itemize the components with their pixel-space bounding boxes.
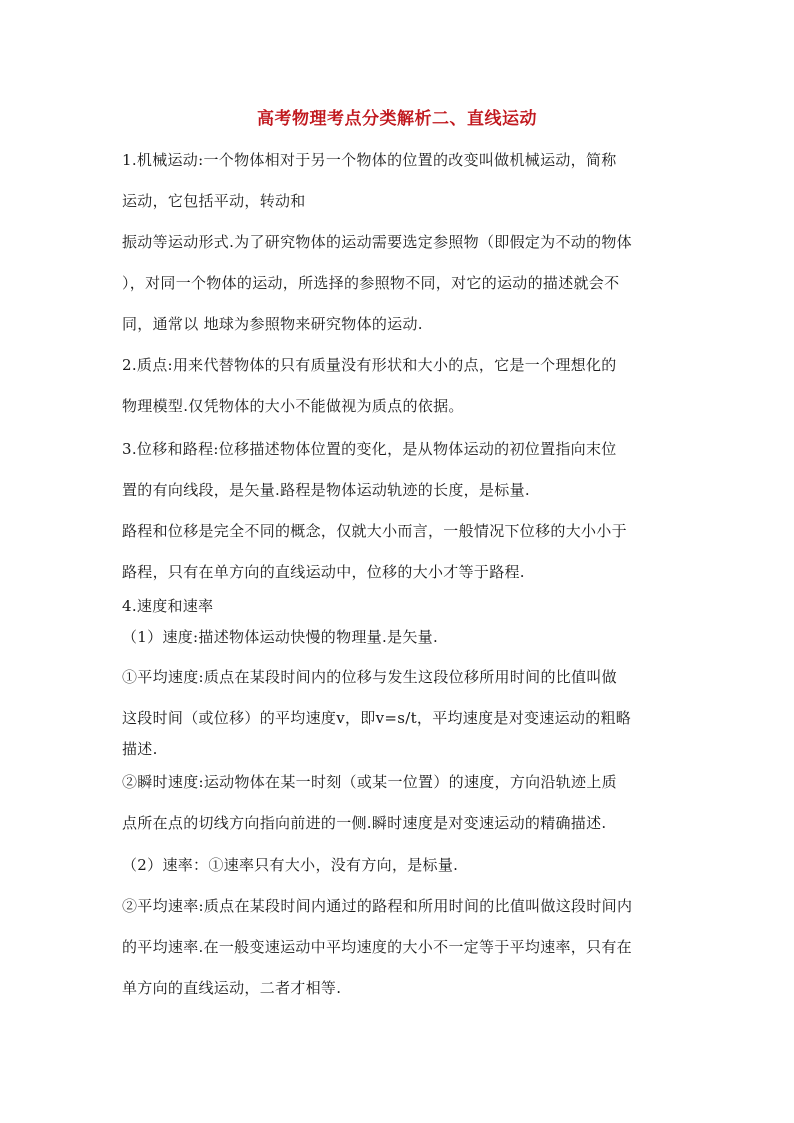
- paragraph-line: 的平均速率.在一般变速运动中平均速度的大小不一定等于平均速率，只有在: [122, 938, 632, 956]
- paragraph-line: 描述.: [122, 740, 158, 758]
- paragraph-line: 2.质点:用来代替物体的只有质量没有形状和大小的点，它是一个理想化的: [122, 356, 617, 374]
- paragraph-line: ②瞬时速度:运动物体在某一时刻（或某一位置）的速度，方向沿轨迹上质: [122, 773, 617, 791]
- paragraph-line: 单方向的直线运动，二者才相等.: [122, 979, 342, 997]
- paragraph-line: ），对同一个物体的运动，所选择的参照物不同，对它的运动的描述就会不: [122, 274, 620, 292]
- paragraph-line: 振动等运动形式.为了研究物体的运动需要选定参照物（即假定为不动的物体: [122, 233, 632, 251]
- paragraph-line: 物理模型.仅凭物体的大小不能做视为质点的依据。: [122, 397, 464, 415]
- paragraph-line: 点所在点的切线方向指向前进的一侧.瞬时速度是对变速运动的精确描述.: [122, 814, 607, 832]
- paragraph-line: 路程，只有在单方向的直线运动中，位移的大小才等于路程.: [122, 563, 525, 581]
- paragraph-line: （1）速度:描述物体运动快慢的物理量.是矢量.: [122, 628, 439, 646]
- paragraph-line: 4.速度和速率: [122, 597, 214, 615]
- paragraph-line: 路程和位移是完全不同的概念，仅就大小而言，一般情况下位移的大小小于: [122, 522, 627, 540]
- paragraph-line: ②平均速率:质点在某段时间内通过的路程和所用时间的比值叫做这段时间内: [122, 897, 633, 915]
- paragraph-line: 置的有向线段，是矢量.路程是物体运动轨迹的长度，是标量.: [122, 481, 530, 499]
- paragraph-line: ①平均速度:质点在某段时间内的位移与发生这段位移所用时间的比值叫做: [122, 668, 617, 686]
- paragraph-line: 运动，它包括平动，转动和: [122, 192, 306, 210]
- paragraph-line: 1.机械运动:一个物体相对于另一个物体的位置的改变叫做机械运动，简称: [122, 151, 617, 169]
- paragraph-line: 同，通常以 地球为参照物来研究物体的运动.: [122, 315, 423, 333]
- paragraph-line: 3.位移和路程:位移描述物体位置的变化，是从物体运动的初位置指向末位: [122, 440, 617, 458]
- paragraph-line: （2）速率：①速率只有大小，没有方向，是标量.: [122, 856, 459, 874]
- document-title: 高考物理考点分类解析二、直线运动: [257, 109, 537, 129]
- paragraph-line: 这段时间（或位移）的平均速度v，即v=s/t，平均速度是对变速运动的粗略: [122, 709, 632, 727]
